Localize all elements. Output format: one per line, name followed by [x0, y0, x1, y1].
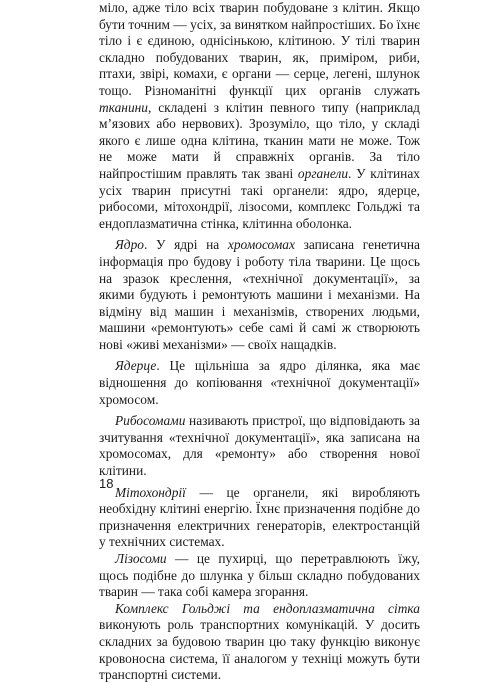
paragraph-cells-and-organelles: [99, 0, 420, 232]
text-run: . У клітинах усіх тварин присутні такі органели: ядро, ядерце, рибосоми, мітохондрії, лізосоми, комплекс Гольджі та ендоплазматична стінка, клітинна оболонка.: [99, 165, 420, 231]
text-run: . Це щільніша за ядро ділянка, яка має відношення до копіювання «технічної документації» хромосом.: [99, 358, 420, 407]
text-run: називають пристрої, що відповідають за зчитування «технічної документації», яка записана на хромосомах, для «ремонту» або створення нової клітини.: [99, 413, 420, 479]
text-run: виконують роль транспортних комунікацій. У досить складних за будовою тварин цю таку функцію виконує кровоносна система, її аналогом у техніці можуть бути транспортні системи.: [99, 617, 420, 683]
text-run: . У ядрі на: [143, 237, 228, 253]
page-number: 18: [99, 476, 114, 491]
paragraph-nucleolus: [99, 358, 420, 408]
term-organelles: органели: [297, 165, 349, 181]
text-run: міло, адже тіло всіх тварин побудоване з клітин. Якщо бути точним — усіх, за винятком найпростіших. Бо їхнє тіло і є єдиною, однісінькою, клітиною. У тілі тварин складно побудованих тварин, як, приміром, риби, птахи, звірі, комахи, є органи — серце, легені, шлунок тощо. Різноманітні функції цих органів служать: [99, 0, 420, 98]
term-chromosomes: хромосомах: [227, 237, 295, 253]
term-mitochondria: Мітохондрії: [115, 484, 186, 500]
term-nucleolus: Ядерце: [115, 358, 157, 374]
term-lysosomes: Лізосоми: [115, 551, 167, 566]
text-run: — це пухирці, що перетравлюють їжу, щось подібне до шлунка у більш складно побудованих тварин — така собі камера згорання.: [99, 551, 420, 600]
paragraph-lysosomes: [99, 551, 420, 601]
term-tissues: тканини: [99, 99, 148, 115]
paragraph-golgi-er: [99, 601, 420, 684]
text-run: , складені з клітин певного типу (наприклад м’язових або нервових). Зрозуміло, що тіло, у складі якого є лише одна клітина, тканин мати не може. Тож не може мати й справжніх органів. За тіло найпростішим правлять так звані: [99, 99, 420, 181]
text-run: записана генетична інформація про будову і роботу тіла тварини. Це щось на зразок креслення, «технічної документації», за якими будують і ремонтують машини і механізми. На відміну від машин і механізмів, створених людьми, машини «ремонтують» себе самі й самі ж створюють нові «живі механізми» — своїх нащадків.: [99, 237, 420, 352]
text-run: — це органели, які виробляють необхідну клітині енергію. Їхнє призначення подібне до призначення електричних генераторів, електростанцій у технічних системах.: [99, 484, 420, 550]
paragraph-nucleus: [99, 237, 420, 353]
paragraph-mitochondria: [99, 485, 420, 551]
paragraph-ribosomes: [99, 413, 420, 479]
page-body-text: [99, 0, 420, 684]
term-ribosomes: Рибосомами: [115, 413, 186, 429]
term-golgi-er: Комплекс Гольджі та ендоплазматична сітка: [115, 600, 420, 616]
term-nucleus: Ядро: [115, 237, 144, 253]
